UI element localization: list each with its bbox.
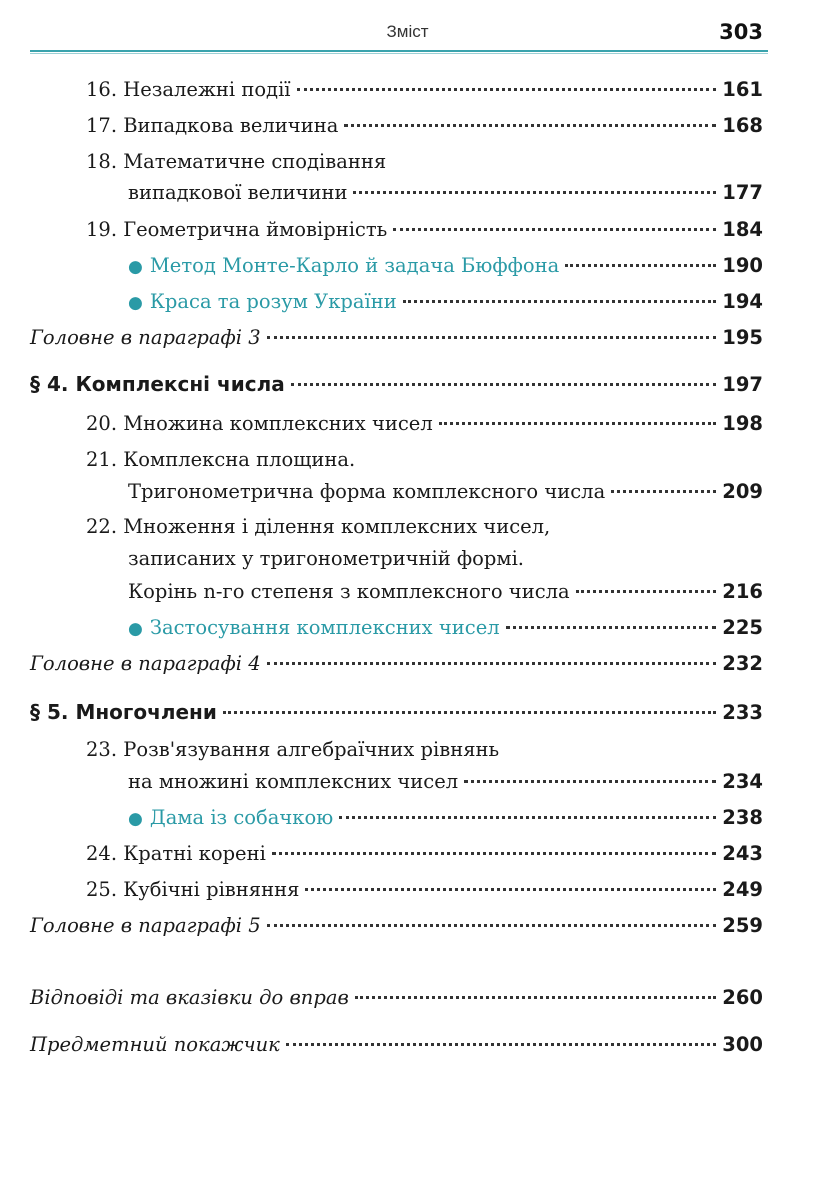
toc-entry-21-line1[interactable] <box>86 448 355 471</box>
toc-entry-18-line1[interactable] <box>86 150 386 173</box>
toc-entry-title: Геометрична ймовірність <box>123 218 388 241</box>
toc-entry-title: Комплексна площина. <box>123 448 356 471</box>
toc-entry-number: 25. <box>86 878 118 901</box>
toc-entry-title: Корінь n-го степеня з комплексного числа <box>128 580 570 603</box>
dot-leader <box>267 924 717 927</box>
toc-section-title: § 5. Многочлени <box>30 700 217 724</box>
toc-entry-page: 195 <box>722 326 763 349</box>
toc-entry-page: 216 <box>722 580 763 603</box>
dot-leader <box>506 626 717 629</box>
dot-leader <box>355 996 716 999</box>
toc-entry-title: Відповіді та вказівки до вправ <box>30 986 349 1009</box>
toc-entry-title: Множення і ділення комплексних чисел, <box>123 515 551 538</box>
toc-subject-index[interactable] <box>30 1033 763 1063</box>
toc-entry-title: Краса та розум України <box>149 290 397 313</box>
toc-section-4[interactable] <box>30 372 763 402</box>
toc-entry-title: Незалежні події <box>123 78 291 101</box>
toc-bullet-krasa[interactable] <box>128 290 763 320</box>
page-header-title: Зміст <box>386 22 429 41</box>
toc-entry-number: 18. <box>86 150 118 173</box>
dot-leader <box>291 383 717 386</box>
toc-entry-23[interactable] <box>128 770 763 800</box>
toc-entry-22-line2: записаних у тригонометричній формі. <box>128 547 525 570</box>
dot-leader <box>393 228 716 231</box>
bullet-icon: ● <box>128 619 143 639</box>
toc-entry-title: на множині комплексних чисел <box>128 770 459 793</box>
bullet-icon: ● <box>128 293 143 313</box>
toc-bullet-applications[interactable] <box>128 616 763 646</box>
toc-entry-page: 300 <box>722 1033 763 1056</box>
toc-entry-page: 243 <box>722 842 763 865</box>
dot-leader <box>403 300 717 303</box>
bullet-icon: ● <box>128 257 143 277</box>
toc-entry-title: Застосування комплексних чисел <box>149 616 500 639</box>
toc-entry-page: 238 <box>722 806 763 829</box>
toc-entry-page: 260 <box>722 986 763 1009</box>
toc-summary-5[interactable] <box>30 914 763 944</box>
toc-entry-page: 225 <box>722 616 763 639</box>
toc-entry-title: Кратні корені <box>123 842 266 865</box>
toc-entry-23-line1[interactable] <box>86 738 499 761</box>
toc-entry-25[interactable] <box>86 878 763 908</box>
dot-leader <box>267 662 717 665</box>
toc-entry-page: 197 <box>722 373 763 396</box>
dot-leader <box>272 852 716 855</box>
toc-entry-22-line1[interactable] <box>86 515 550 538</box>
toc-summary-4[interactable] <box>30 652 763 682</box>
toc-entry-page: 177 <box>722 181 763 204</box>
toc-entry-24[interactable] <box>86 842 763 872</box>
toc-entry-19[interactable] <box>86 218 763 248</box>
dot-leader <box>576 590 717 593</box>
toc-entry-16[interactable] <box>86 78 763 108</box>
page-number: 303 <box>719 20 763 44</box>
toc-summary-3[interactable] <box>30 326 763 356</box>
toc-entry-page: 249 <box>722 878 763 901</box>
toc-section-5[interactable] <box>30 700 763 730</box>
toc-entry-page: 184 <box>722 218 763 241</box>
toc-entry-title: Головне в параграфі 3 <box>30 326 261 349</box>
toc-entry-page: 190 <box>722 254 763 277</box>
toc-entry-number: 24. <box>86 842 118 865</box>
dot-leader <box>286 1043 716 1046</box>
dot-leader <box>267 336 717 339</box>
toc-section-title: § 4. Комплексні числа <box>30 372 285 396</box>
toc-answers[interactable] <box>30 986 763 1016</box>
toc-entry-20[interactable] <box>86 412 763 442</box>
dot-leader <box>339 816 716 819</box>
toc-entry-title: Тригонометрична форма комплексного числа <box>128 480 606 503</box>
dot-leader <box>439 422 717 425</box>
toc-entry-number: 21. <box>86 448 118 471</box>
dot-leader <box>611 490 716 493</box>
toc-entry-page: 259 <box>722 914 763 937</box>
toc-entry-number: 17. <box>86 114 118 137</box>
toc-entry-number: 20. <box>86 412 118 435</box>
dot-leader <box>464 780 716 783</box>
toc-entry-number: 19. <box>86 218 118 241</box>
toc-entry-page: 232 <box>722 652 763 675</box>
toc-entry-page: 234 <box>722 770 763 793</box>
toc-entry-title: Випадкова величина <box>123 114 339 137</box>
dot-leader <box>297 88 717 91</box>
toc-entry-title: Математичне сподівання <box>123 150 387 173</box>
toc-entry-page: 161 <box>722 78 763 101</box>
bullet-icon: ● <box>128 809 143 829</box>
toc-entry-number: 23. <box>86 738 118 761</box>
toc-bullet-monte-carlo[interactable] <box>128 254 763 284</box>
toc-entry-title: Дама із собачкою <box>149 806 334 829</box>
toc-entry-title: Множина комплексних чисел <box>123 412 433 435</box>
toc-entry-22[interactable] <box>128 580 763 610</box>
dot-leader <box>565 264 716 267</box>
toc-entry-title: Кубічні рівняння <box>123 878 300 901</box>
toc-entry-17[interactable] <box>86 114 763 144</box>
toc-entry-page: 168 <box>722 114 763 137</box>
toc-entry-title: Метод Монте-Карло й задача Бюффона <box>149 254 560 277</box>
header-rule-light <box>30 53 768 54</box>
toc-entry-21[interactable] <box>128 480 763 510</box>
toc-entry-page: 233 <box>722 701 763 724</box>
toc-entry-title: Предметний покажчик <box>30 1033 280 1056</box>
toc-entry-title: Розв'язування алгебраїчних рівнянь <box>123 738 500 761</box>
dot-leader <box>353 191 716 194</box>
toc-entry-number: 16. <box>86 78 118 101</box>
toc-entry-page: 194 <box>722 290 763 313</box>
toc-bullet-lady-dog[interactable] <box>128 806 763 836</box>
toc-entry-page: 198 <box>722 412 763 435</box>
toc-entry-number: 22. <box>86 515 118 538</box>
toc-entry-page: 209 <box>722 480 763 503</box>
toc-entry-title: Головне в параграфі 4 <box>30 652 261 675</box>
toc-entry-title: випадкової величини <box>128 181 348 204</box>
dot-leader <box>223 711 716 714</box>
toc-entry-title: Головне в параграфі 5 <box>30 914 261 937</box>
dot-leader <box>305 888 716 891</box>
toc-entry-18[interactable] <box>128 181 763 211</box>
header-rule <box>30 50 768 52</box>
dot-leader <box>344 124 716 127</box>
